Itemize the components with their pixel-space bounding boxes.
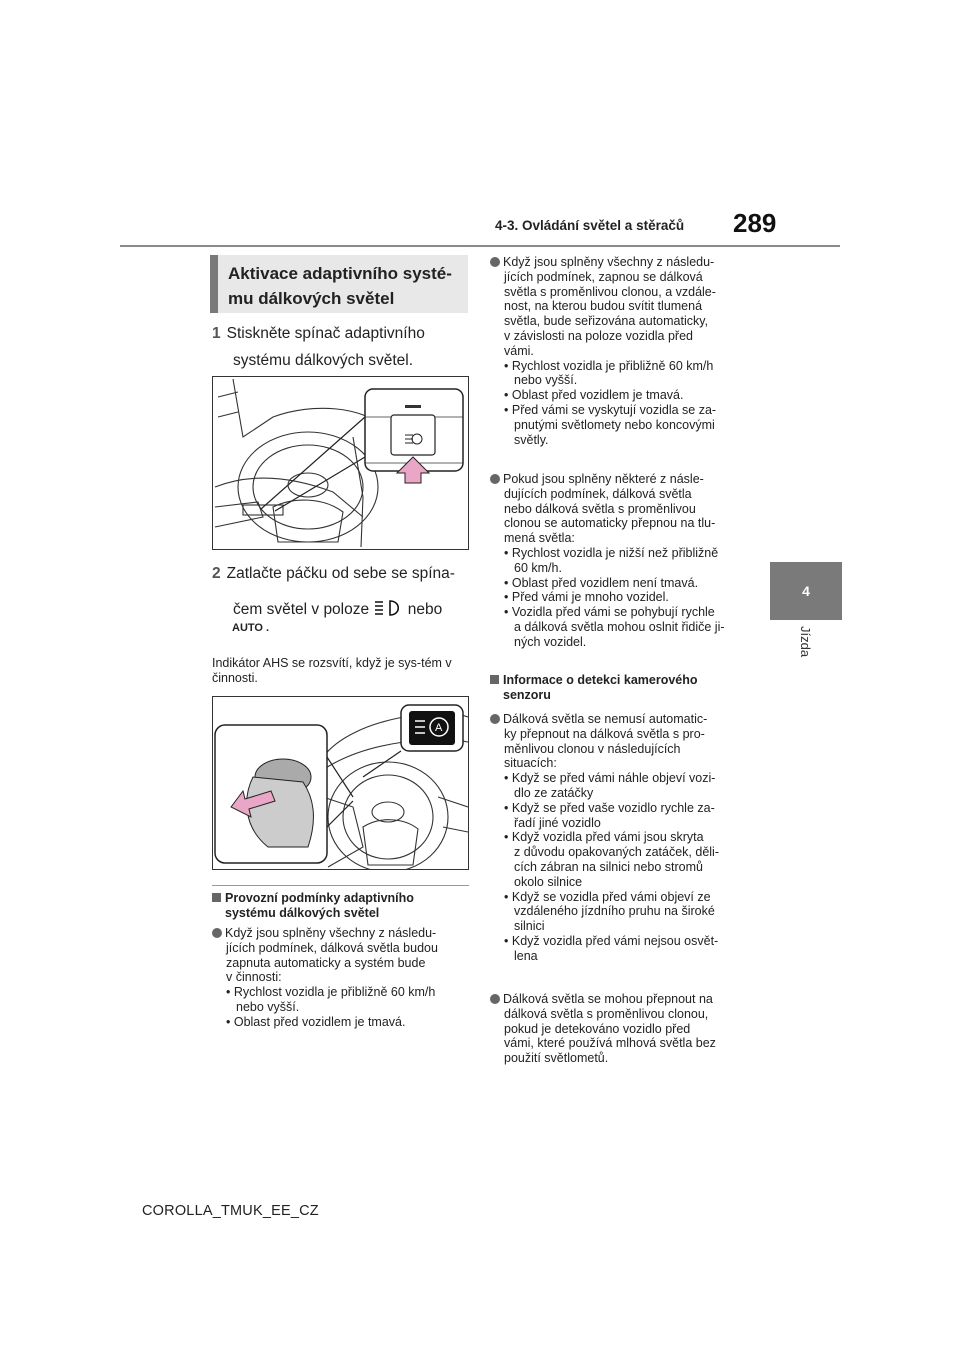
step-2-text-2b: nebo [407, 601, 443, 618]
list-item-text: Oblast před vozidlem je tmavá. [511, 388, 684, 403]
list-item: • Oblast před vozidlem je tmavá. [504, 388, 684, 403]
text-line: Dálková světla se nemusí automatic- [503, 712, 708, 726]
text-line: světla, bude seřizována automaticky, [504, 314, 709, 329]
section-title-line-1: Aktivace adaptivního systé- [228, 264, 452, 283]
list-item-text: Oblast před vozidlem není tmavá. [511, 575, 699, 590]
text-line: jících podmínek, dálková světla budou [226, 940, 438, 955]
text-line: Když jsou splněny všechny z následu- [503, 255, 715, 269]
text-line: zapnuta automaticky a systém bude [226, 955, 426, 970]
header-rule [120, 245, 840, 247]
headlight-icon [373, 599, 403, 617]
indicator-note: Indikátor AHS se rozsvítí, když je sys-tém v činnosti. [212, 656, 452, 685]
text-line: dálková světla s proměnlivou clonou, [504, 1006, 709, 1021]
list-item: • Když se vozidla před vámi objeví ze [504, 889, 711, 904]
subsection-title-line-2: systému dálkových světel [225, 906, 380, 920]
step-2-text-1: Zatlačte páčku od sebe se spína- [226, 565, 455, 582]
list-item: • Rychlost vozidla je nižší než přibližně [504, 545, 719, 560]
list-item-text: řadí jiné vozidlo [514, 815, 601, 830]
bullet-dot-icon [490, 257, 500, 267]
section-title-line-2: mu dálkových světel [228, 289, 395, 308]
text-line: jících podmínek, zapnou se dálková [504, 269, 703, 284]
subsection-title-line-1: Informace o detekci kamerového [503, 673, 698, 687]
figure-ahs-switch-drawing [213, 377, 468, 549]
step-1-number: 1 [212, 325, 221, 342]
fog-light-block [490, 992, 758, 1066]
list-item-text: Když se vozidla před vámi objeví ze [511, 889, 711, 904]
text-line: pokud je detekováno vozidlo před [504, 1021, 691, 1036]
list-item: • Oblast před vozidlem není tmavá. [504, 575, 699, 590]
list-item: • Před vámi se vyskytují vozidla se za- [504, 402, 717, 417]
camera-limits-block [490, 712, 758, 964]
section-divider [212, 885, 469, 886]
list-item-text: silnici [514, 919, 545, 934]
subsection-title-line-2: senzoru [503, 688, 551, 702]
text-line: Dálková světla se mohou přepnout na [503, 992, 713, 1006]
list-item: • Před vámi je mnoho vozidel. [504, 590, 669, 605]
list-item-text: nebo vyšší. [236, 999, 300, 1014]
list-item-text: Oblast před vozidlem je tmavá. [233, 1014, 406, 1029]
low-beam-switch-block [490, 472, 758, 650]
list-item-text: Rychlost vozidla je přibližně 60 km/h [233, 985, 436, 1000]
list-item-text: Když vozidla před vámi nejsou osvět- [511, 933, 719, 948]
text-line: vámi. [504, 343, 534, 358]
list-item: • Rychlost vozidla je přibližně 60 km/h [504, 358, 714, 373]
list-item: • Když vozidla před vámi jsou skryta [504, 830, 704, 845]
list-item-text: Když se před vámi náhle objeví vozi- [511, 771, 716, 786]
list-item: • Když se před vámi náhle objeví vozi- [504, 771, 716, 786]
section-header: 4-3. Ovládání světel a stěračů [495, 218, 685, 233]
step-2 [212, 560, 474, 623]
figure-light-lever [212, 696, 469, 870]
auto-label: AUTO [232, 622, 263, 634]
square-bullet-icon [490, 675, 499, 684]
list-item-text: nebo vyšší. [514, 373, 578, 388]
list-item-text: lena [514, 948, 538, 963]
list-item-text: Když vozidla před vámi jsou skryta [511, 830, 704, 845]
text-line: nebo dálková světla s proměnlivou [504, 501, 696, 516]
auto-position [232, 622, 269, 634]
list-item-text: dlo ze zatáčky [514, 785, 594, 800]
list-item-text: Vozidla před vámi se pohybují rychle [511, 605, 715, 620]
text-line: Když jsou splněny všechny z následu- [225, 926, 437, 940]
step-1-text-2: systému dálkových světel. [233, 352, 414, 369]
square-bullet-icon [212, 893, 221, 902]
list-item-text: 60 km/h. [514, 560, 562, 575]
auto-suffix: . [265, 622, 270, 634]
section-title [210, 255, 468, 313]
list-item-text: Když se před vaše vozidlo rychle za- [511, 800, 715, 815]
list-item: • Když se před vaše vozidlo rychle za- [504, 800, 715, 815]
list-item-text: a dálková světla mohou oslnit řidiče ji- [514, 619, 725, 634]
text-line: nost, na kterou budou svítit tlumená [504, 299, 703, 314]
text-line: použití světlometů. [504, 1051, 609, 1066]
list-item-text: Rychlost vozidla je přibližně 60 km/h [511, 358, 714, 373]
list-item-text: Rychlost vozidla je nižší než přibližně [511, 545, 719, 560]
subsection-operating-conditions [212, 891, 470, 921]
list-item-text: Před vámi se vyskytují vozidla se za- [511, 402, 717, 417]
bullet-dot-icon [490, 474, 500, 484]
text-line: ky přepnout na dálková světla s pro- [504, 726, 705, 741]
step-1-text-1: Stiskněte spínač adaptivního [226, 325, 425, 342]
text-line: v činnosti: [226, 970, 282, 985]
bullet-dot-icon [212, 928, 222, 938]
variable-shade-on-block [490, 255, 758, 447]
list-item: • Vozidla před vámi se pohybují rychle [504, 605, 715, 620]
chapter-tab: 4 [770, 562, 842, 620]
step-1 [212, 320, 474, 374]
list-item-text: Před vámi je mnoho vozidel. [511, 590, 669, 605]
text-line: měnlivou clonou v následujících [504, 741, 681, 756]
list-item: • Když vozidla před vámi nejsou osvět- [504, 933, 719, 948]
figure-light-lever-drawing [213, 697, 468, 869]
step-2-text-2a: čem světel v poloze [233, 601, 370, 618]
step-2-number: 2 [212, 565, 221, 582]
list-item-text: cích zábran na silnici nebo stromů [514, 859, 703, 874]
list-item-text: z důvodu opakovaných zatáček, děli- [514, 845, 719, 860]
text-line: situacích: [504, 756, 557, 771]
text-line: světla s proměnlivou clonou, a vzdále- [504, 284, 716, 299]
document-code: COROLLA_TMUK_EE_CZ [142, 1203, 319, 1219]
text-line: dujících podmínek, dálková světla [504, 486, 692, 501]
text-line: v závislosti na poloze vozidla před [504, 328, 693, 343]
text-line: mená světla: [504, 531, 575, 546]
list-item: • Rychlost vozidla je přibližně 60 km/h [226, 985, 436, 1000]
list-item-text: světly. [514, 432, 549, 447]
chapter-label [795, 626, 815, 686]
list-item-text: pnutými světlomety nebo koncovými [514, 417, 715, 432]
list-item-text: ných vozidel. [514, 634, 587, 649]
subsection-title-line-1: Provozní podmínky adaptivního [225, 891, 414, 905]
svg-text:A: A [435, 722, 443, 734]
subsection-camera-sensor [490, 673, 758, 703]
bullet-dot-icon [490, 714, 500, 724]
page-number: 289 [733, 208, 777, 238]
list-item: • Oblast před vozidlem je tmavá. [226, 1014, 406, 1029]
list-item-text: okolo silnice [514, 874, 583, 889]
bullet-dot-icon [490, 994, 500, 1004]
chapter-label-text: Jízda [798, 626, 813, 658]
figure-ahs-switch [212, 376, 469, 550]
text-line: vámi, které používá mlhová světla bez [504, 1036, 716, 1051]
conditions-on-block [212, 926, 470, 1030]
list-item-text: vzdáleného jízdního pruhu na široké [514, 904, 715, 919]
text-line: Pokud jsou splněny některé z násle- [503, 472, 704, 486]
text-line: clonou se automaticky přepnou na tlu- [504, 516, 716, 531]
